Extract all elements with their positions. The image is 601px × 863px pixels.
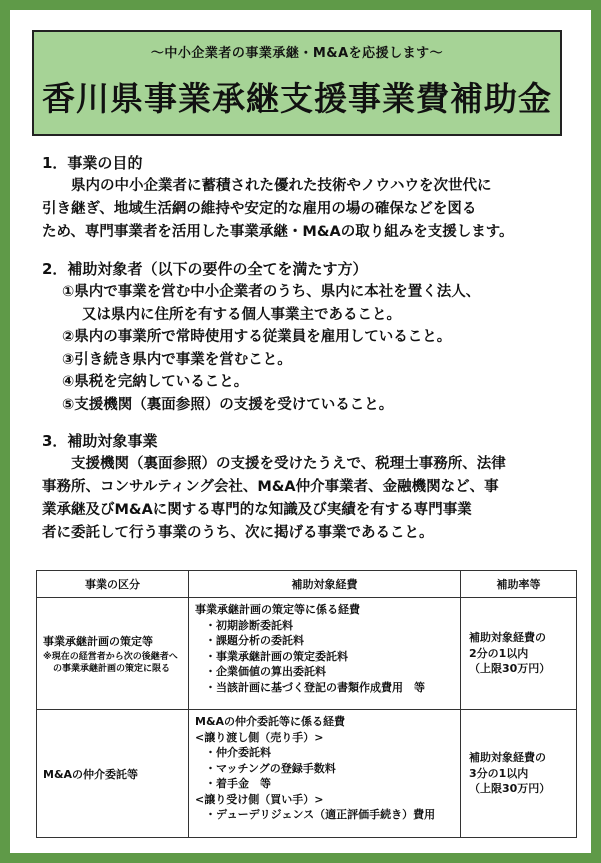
requirement-item: ①県内で事業を営む中小企業者のうち、県内に本社を置く法人、 [62, 284, 481, 300]
table-header-row [37, 571, 577, 598]
purpose-line: 県内の中小企業者に蓄積された優れた技術やノウハウを次世代に [71, 178, 492, 194]
project-line: 事務所、コンサルティング会社、M&A仲介事業者、金融機関など、事 [42, 479, 499, 495]
rate-cell [461, 598, 577, 710]
project-line: 業承継及びM&Aに関する専門的な知識及び実績を有する専門事業 [42, 502, 472, 518]
project-line: 者に委託して行う事業のうち、次に掲げる事業であること。 [42, 525, 434, 541]
expense-line: <譲り受け側（買い手）> [195, 792, 324, 806]
requirement-item: ③引き続き県内で事業を営むこと。 [62, 351, 292, 368]
column-header: 事業の区分 [37, 571, 189, 598]
expense-line: 事業承継計画の策定等に係る経費 [195, 603, 360, 616]
requirement-item: 又は県内に住所を有する個人事業主であること。 [82, 306, 401, 323]
category-note: ※現在の経営者から次の後継者への事業承継計画の策定に限る [43, 651, 178, 674]
expense-line: ・企業価値の算出委託料 [205, 665, 326, 678]
expense-line: ・当該計画に基づく登記の書類作成費用 等 [205, 680, 425, 694]
expense-line: ・マッチングの登録手数料 [205, 761, 336, 775]
header-subtitle: ～中小企業者の事業承継・M&Aを応援します～ [150, 46, 444, 61]
expense-line: ・着手金 等 [205, 777, 271, 790]
section-heading: 2．補助対象者（以下の要件の全てを満たす方） [42, 260, 368, 278]
expense-cell [189, 598, 461, 710]
requirement-item: ②県内の事業所で常時使用する従業員を雇用していること。 [62, 329, 452, 345]
section-purpose [42, 152, 572, 244]
category-cell [37, 598, 189, 710]
section-heading: 1．事業の目的 [42, 154, 143, 172]
expense-line: ・課題分析の委託料 [205, 634, 304, 647]
column-header: 補助率等 [461, 571, 577, 598]
expense-line: ・仲介委託料 [205, 746, 271, 759]
rate-cell [461, 710, 577, 838]
table-row [37, 710, 577, 838]
column-header: 補助対象経費 [189, 571, 461, 598]
rate-line: 補助対象経費の [469, 631, 546, 645]
expense-cell [189, 710, 461, 838]
rate-line: （上限30万円） [469, 782, 551, 796]
expense-line: <譲り渡し側（売り手）> [195, 730, 324, 744]
expense-line: ・初期診断委託料 [205, 618, 293, 632]
rate-line: 3分の1以内 [469, 766, 529, 780]
category-cell [37, 710, 189, 838]
table-row [37, 598, 577, 710]
rate-line: （上限30万円） [469, 662, 551, 676]
rate-line: 補助対象経費の [469, 751, 546, 765]
project-line: 支援機関（裏面参照）の支援を受けたうえで、税理士事務所、法律 [71, 456, 506, 472]
title-banner [32, 30, 562, 136]
section-eligible-projects [42, 430, 572, 545]
purpose-line: 引き継ぎ、地域生活網の維持や安定的な雇用の場の確保などを図る [42, 201, 477, 217]
section-heading: 3．補助対象事業 [42, 432, 158, 450]
requirement-item: ⑤支援機関（裏面参照）の支援を受けていること。 [62, 396, 394, 413]
category-label: 事業承継計画の策定等 [43, 634, 153, 648]
expense-line: ・事業承継計画の策定委託料 [205, 649, 348, 663]
section-eligibility [42, 258, 572, 416]
category-label: M&Aの仲介委託等 [43, 767, 139, 781]
page-title: 香川県事業承継支援事業費補助金 [42, 79, 552, 118]
purpose-line: ため、専門事業者を活用した事業承継・M&Aの取り組みを支援します。 [42, 224, 514, 240]
requirement-item: ④県税を完納していること。 [62, 374, 249, 390]
subsidy-table [36, 570, 577, 838]
rate-line: 2分の1以内 [469, 646, 529, 660]
expense-line: ・デューデリジェンス（適正評価手続き）費用 [205, 808, 436, 821]
flyer-page [10, 10, 591, 853]
expense-line: M&Aの仲介委託等に係る経費 [195, 715, 346, 728]
